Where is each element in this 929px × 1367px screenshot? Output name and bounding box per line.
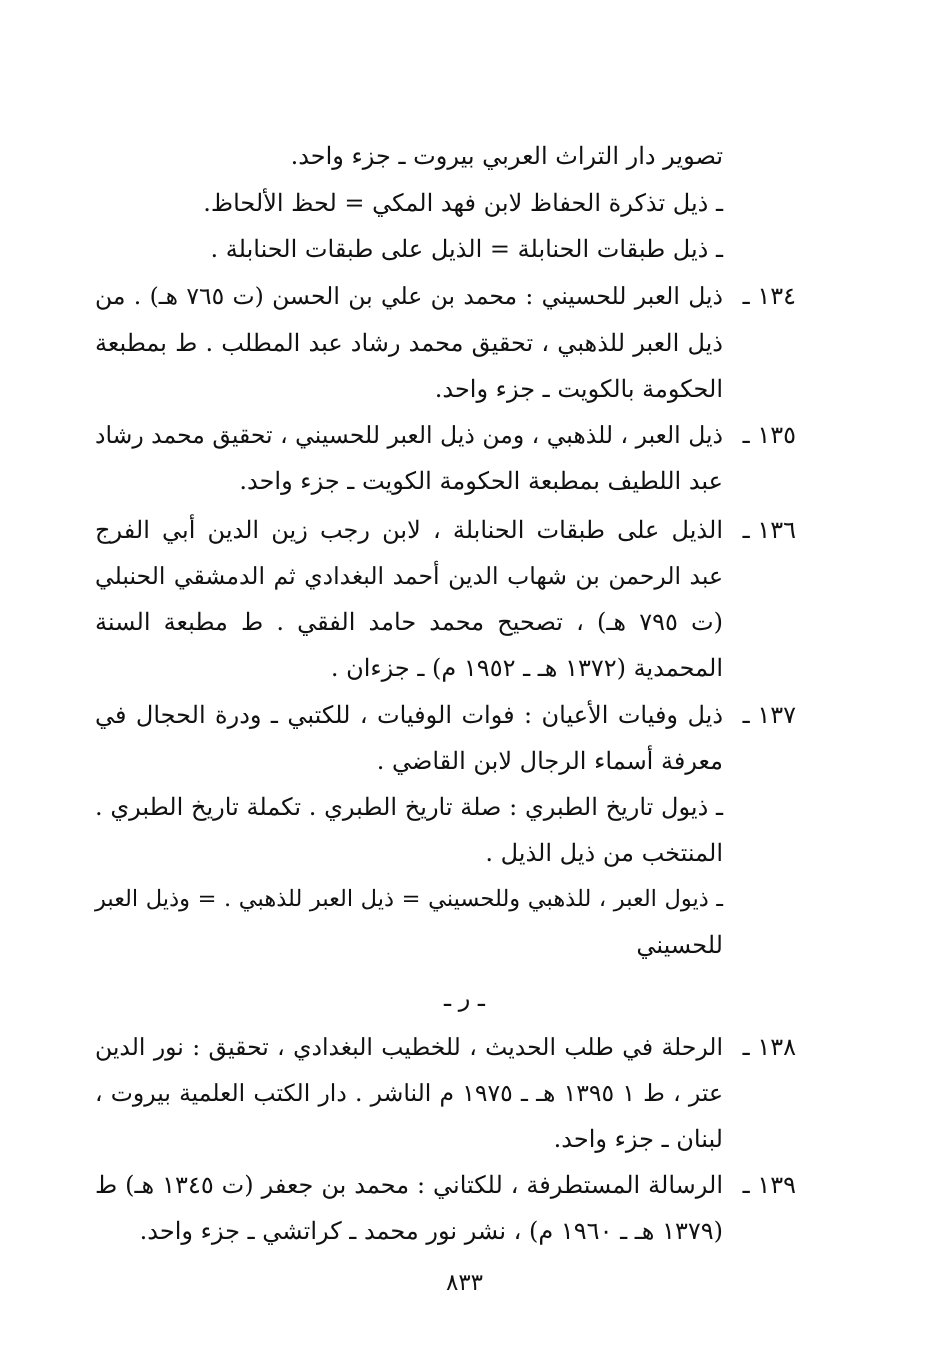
entry-text-line: تصوير دار التراث العربي بيروت ـ جزء واحد. [290, 142, 723, 170]
entry-text-line: عتر ، ط ١ ١٣٩٥ هـ ـ ١٩٧٥ م الناشر . دار الكتب العلمية بيروت ، [95, 1079, 723, 1107]
entry-text-line: ـ ذيل طبقات الحنابلة = الذيل على طبقات الحنابلة . [210, 235, 723, 263]
entry-number: ١٣٨ ـ [742, 1033, 796, 1061]
entry-number: ١٣٩ ـ [742, 1171, 796, 1199]
entry-text-line: لبنان ـ جزء واحد. [553, 1125, 723, 1153]
entry-text-line: الذيل على طبقات الحنابلة ، لابن رجب زين الدين أبي الفرج [95, 516, 723, 544]
entry-text-line: ذيل العبر ، للذهبي ، ومن ذيل العبر للحسيني ، تحقيق محمد رشاد [95, 421, 723, 449]
entry-text-line: ـ ذيول العبر ، للذهبي وللحسيني = ذيل العبر للذهبي . = وذيل العبر [95, 886, 723, 912]
section-heading: ـ ر ـ [444, 984, 485, 1012]
entry-text-line: معرفة أسماء الرجال لابن القاضي . [376, 747, 723, 775]
entry-text-line: ذيل العبر للذهبي ، تحقيق محمد رشاد عبد المطلب . ط بمطبعة [95, 329, 723, 357]
entry-text-line: عبد الرحمن بن شهاب الدين أحمد البغدادي ثم الدمشقي الحنبلي [95, 562, 723, 590]
entry-number: ١٣٧ ـ [742, 701, 796, 729]
entry-text-line: ـ ذيل تذكرة الحفاظ لابن فهد المكي = لحظ الألحاظ. [203, 189, 723, 217]
entry-text-line: ذيل وفيات الأعيان : فوات الوفيات ، للكتبي ـ ودرة الحجال في [95, 701, 723, 729]
entry-text-line: المنتخب من ذيل الذيل . [485, 839, 723, 867]
entry-text-line: للحسيني [636, 931, 723, 959]
entry-number: ١٣٦ ـ [742, 516, 796, 544]
entry-text-line: (١٣٧٩ هـ ـ ١٩٦٠ م) ، نشر نور محمد ـ كراتشي ـ جزء واحد. [139, 1217, 723, 1245]
entry-text-line: عبد اللطيف بمطبعة الحكومة الكويت ـ جزء واحد. [239, 467, 723, 495]
entry-text-line: ذيل العبر للحسيني : محمد بن علي بن الحسن (ت ٧٦٥ هـ) . من [95, 282, 723, 310]
entry-text-line: المحمدية (١٣٧٢ هـ ـ ١٩٥٢ م) ـ جزءان . [330, 654, 723, 682]
entry-text-line: (ت ٧٩٥ هـ) ، تصحيح محمد حامد الفقي . ط مطبعة السنة [95, 608, 723, 636]
entry-text-line: الرسالة المستطرفة ، للكتاني : محمد بن جعفر (ت ١٣٤٥ هـ) ط [95, 1171, 723, 1199]
entry-number: ١٣٥ ـ [742, 421, 796, 449]
page-number: ٨٣٣ [445, 1270, 484, 1296]
entry-text-line: الحكومة بالكويت ـ جزء واحد. [434, 375, 723, 403]
entry-text-line: ـ ذيول تاريخ الطبري : صلة تاريخ الطبري . تكملة تاريخ الطبري . [95, 793, 723, 821]
entry-text-line: الرحلة في طلب الحديث ، للخطيب البغدادي ، تحقيق : نور الدين [95, 1033, 723, 1061]
entry-number: ١٣٤ ـ [742, 282, 796, 310]
